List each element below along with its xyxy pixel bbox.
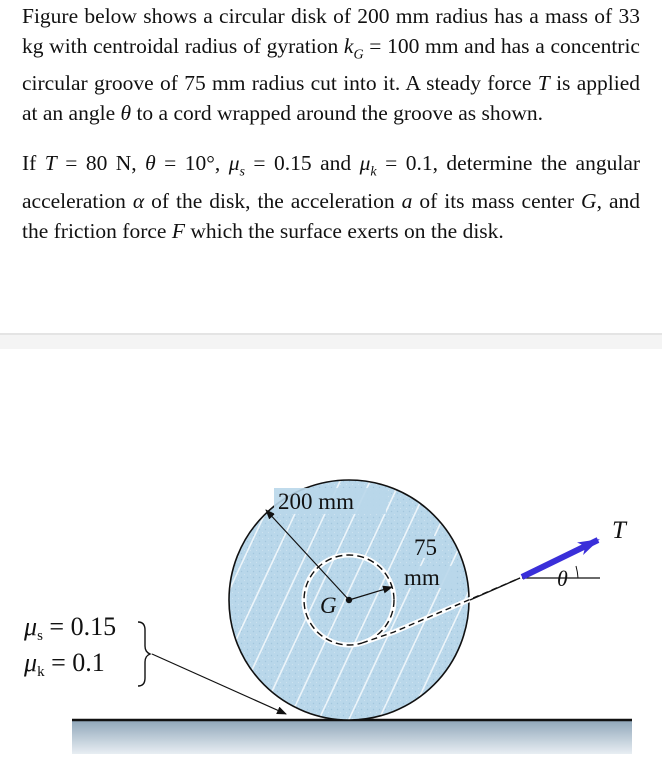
section-divider	[0, 333, 662, 349]
mu-k-subscript: k	[37, 664, 45, 680]
mu-k-label	[24, 648, 105, 681]
problem-text: If	[22, 151, 45, 176]
problem-text: Figure below shows a circular disk of 200 mm radius has a mass of 33 kg with centroidal radius of gyration	[22, 4, 640, 58]
angle-label: θ	[557, 566, 568, 591]
alpha-symbol: α	[132, 189, 145, 214]
mu-symbol: μ	[359, 151, 371, 176]
f-symbol: F	[171, 218, 185, 243]
center-label: G	[320, 593, 337, 618]
kg-symbol: k	[343, 33, 354, 58]
g-symbol: G	[581, 189, 597, 214]
muk-subscript: k	[370, 164, 377, 180]
problem-text: which the surface exerts on the disk.	[184, 218, 504, 243]
muk-value: = 0.1, determine the angular acceleration	[22, 151, 641, 214]
mu-s-subscript: s	[37, 628, 43, 644]
problem-paragraph-2	[22, 149, 640, 246]
problem-text: is applied at an angle	[22, 71, 640, 125]
mus-value: = 0.15 and	[244, 151, 360, 176]
t-value: = 80 N,	[56, 151, 146, 176]
theta-symbol: θ	[120, 100, 132, 125]
theta-value: = 10°,	[155, 151, 229, 176]
problem-text: = 100 mm and has a concentric circular groove of 75 mm radius cut into it. A steady force	[22, 33, 640, 96]
groove-radius-label-bottom: mm	[404, 565, 440, 590]
mu-k-value: = 0.1	[44, 648, 105, 677]
disk-figure	[0, 349, 662, 775]
problem-text: to a cord wrapped around the groove as shown.	[131, 100, 544, 125]
groove-radius-label-top: 75	[414, 535, 437, 560]
mus-subscript: s	[239, 164, 245, 180]
t-symbol: T	[44, 151, 57, 176]
problem-text: , and the friction force	[22, 189, 640, 243]
problem-statement	[22, 2, 640, 246]
mu-s-symbol: μ	[24, 612, 38, 641]
mu-symbol: μ	[228, 151, 240, 176]
mu-k-symbol: μ	[24, 648, 38, 677]
force-label: T	[612, 517, 626, 544]
theta-symbol: θ	[145, 151, 156, 176]
outer-radius-label: 200 mm	[278, 489, 355, 514]
angle-arc	[576, 566, 578, 578]
ground-surface	[72, 720, 632, 754]
coefficient-brace	[138, 622, 150, 686]
mu-s-value: = 0.15	[42, 612, 117, 641]
kg-subscript: G	[353, 46, 364, 62]
problem-paragraph-1	[22, 2, 640, 128]
mu-s-label	[24, 612, 116, 645]
t-symbol: T	[537, 71, 550, 96]
problem-text: of the disk, the acceleration	[144, 189, 402, 214]
a-symbol: a	[401, 189, 413, 214]
problem-text: of its mass center	[412, 189, 582, 214]
